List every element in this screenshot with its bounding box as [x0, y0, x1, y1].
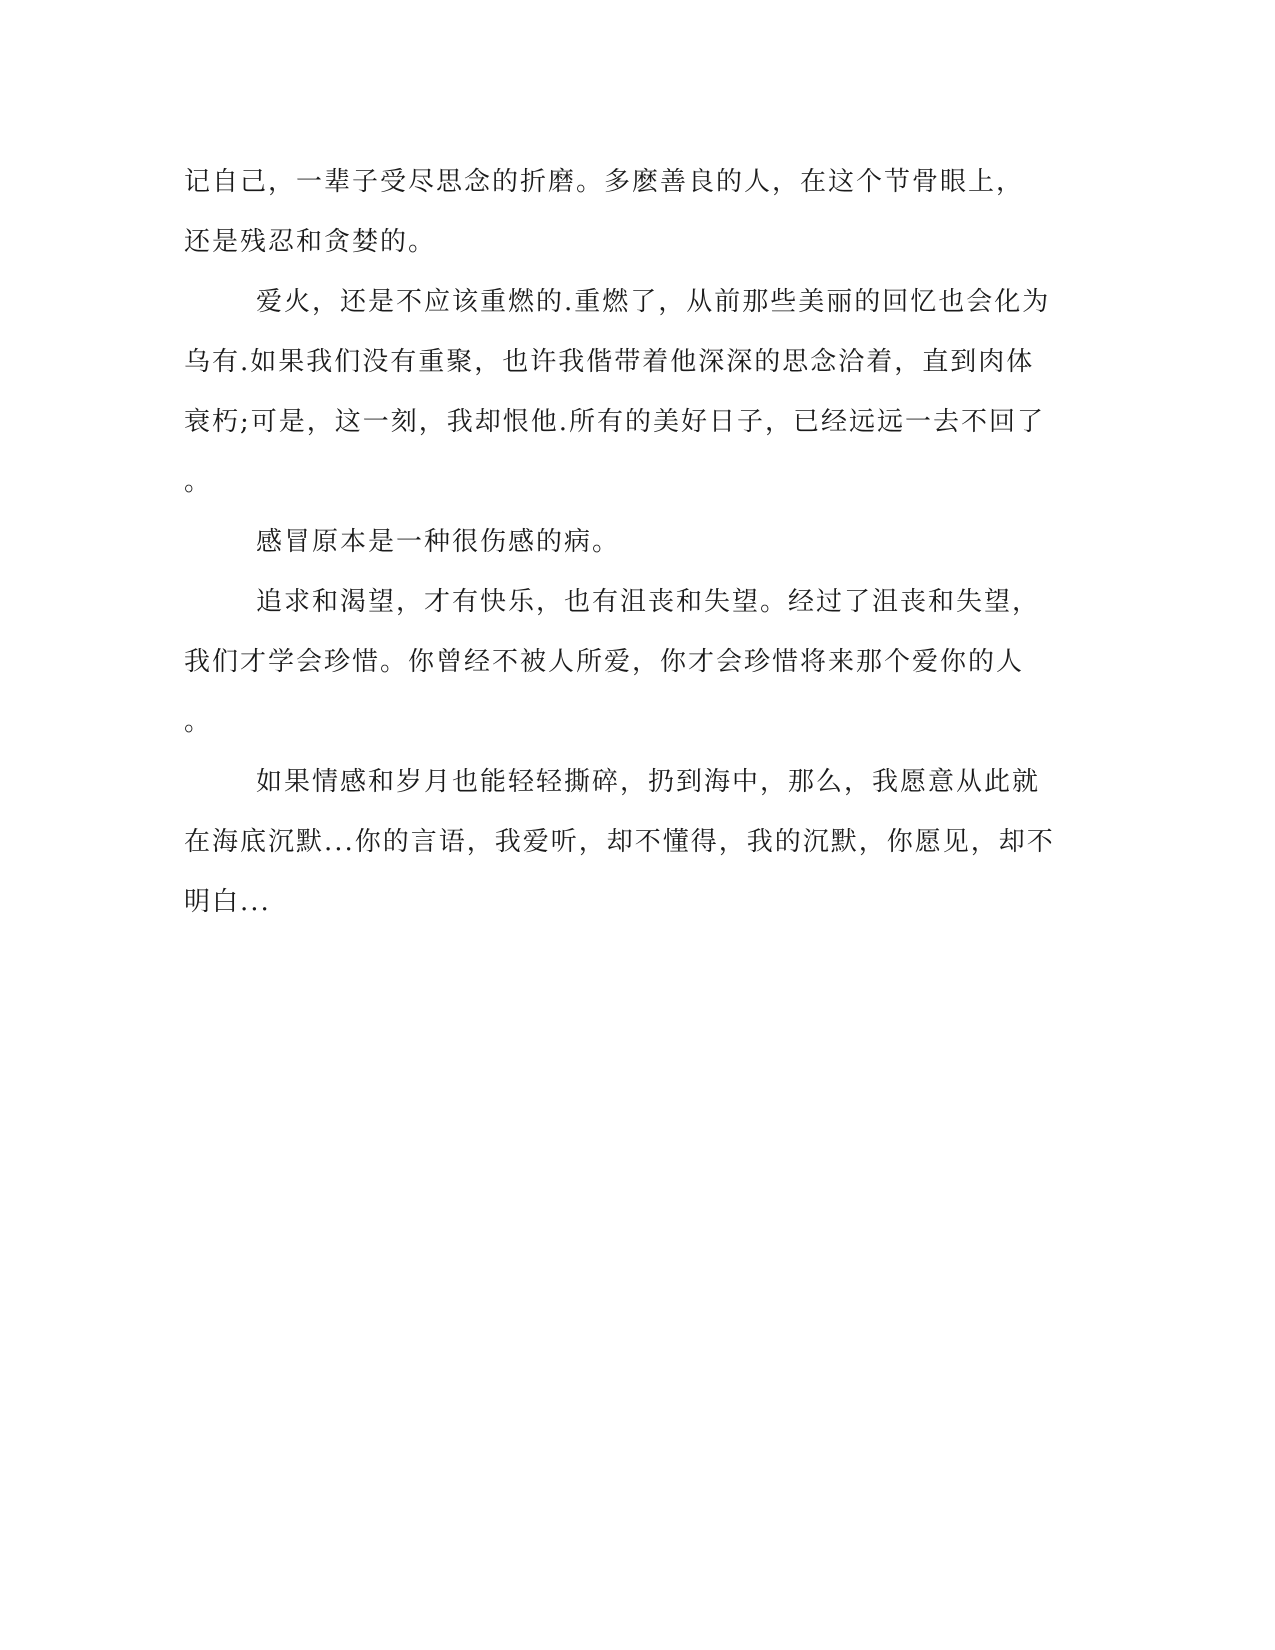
paragraph-start-line: 追求和渴望，才有快乐，也有沮丧和失望。经过了沮丧和失望， — [256, 587, 1041, 617]
paragraph-start-line: 感冒原本是一种很伤感的病。 — [256, 527, 621, 557]
text-line: 明白... — [184, 887, 271, 917]
paragraph-start-line: 爱火，还是不应该重燃的.重燃了，从前那些美丽的回忆也会化为 — [256, 287, 1051, 317]
text-line: 还是残忍和贪婪的。 — [184, 227, 437, 257]
text-line: 。 — [184, 467, 213, 497]
text-line: 。 — [184, 707, 213, 737]
text-line: 记自己，一辈子受尽思念的折磨。多麽善良的人，在这个节骨眼上， — [184, 167, 1025, 197]
text-line: 在海底沉默...你的言语，我爱听，却不懂得，我的沉默，你愿见，却不 — [184, 827, 1055, 857]
document-body — [184, 152, 1084, 932]
text-line: 我们才学会珍惜。你曾经不被人所爱，你才会珍惜将来那个爱你的人 — [184, 647, 1025, 677]
paragraph-start-line: 如果情感和岁月也能轻轻撕碎，扔到海中，那么，我愿意从此就 — [256, 767, 1041, 797]
text-line: 乌有.如果我们没有重聚，也许我偕带着他深深的思念洽着，直到肉体 — [184, 347, 1035, 377]
text-line: 衰朽;可是，这一刻，我却恨他.所有的美好日子，已经远远一去不回了 — [184, 407, 1046, 437]
